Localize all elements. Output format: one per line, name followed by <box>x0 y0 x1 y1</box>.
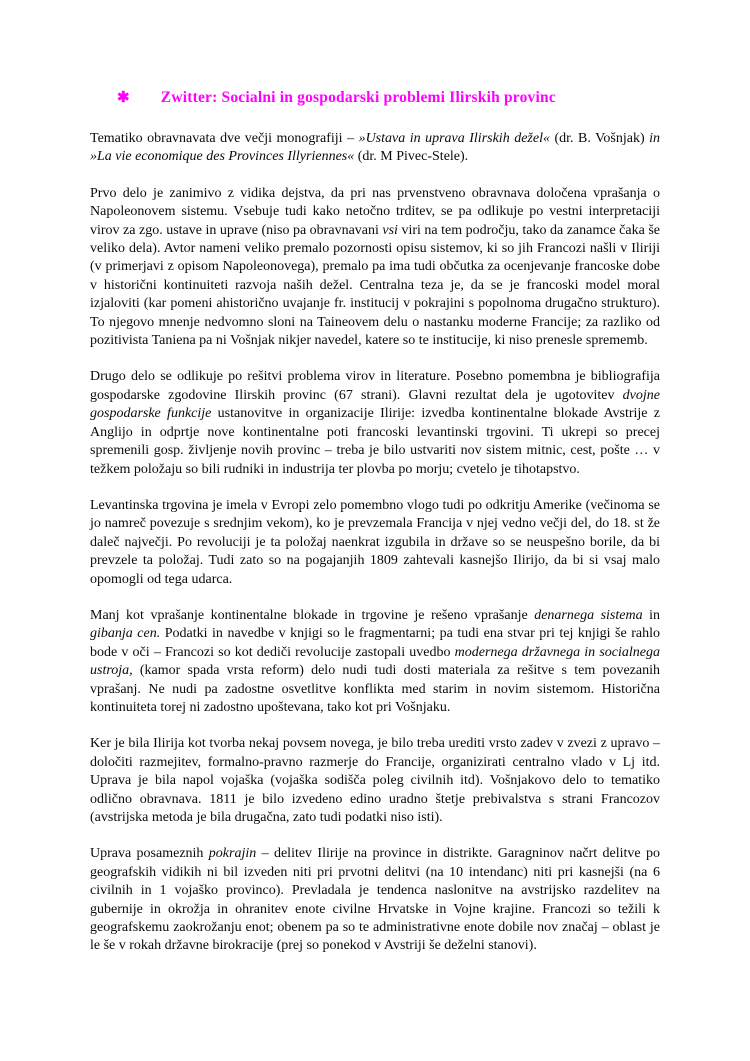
paragraph <box>90 368 660 478</box>
text-segment: Tematiko obravnavata dve večji monografiji – <box>90 131 359 146</box>
text-segment: viri na tem področju, tako da zanamce čaka še veliko dela). Avtor nameni veliko premalo pozornosti opisu sistemov, ki so jih Francozi našli v Iliriji (v primerjavi z opisom Napoleonovega), premalo pa ima tudi občutka za ocenjevanje francoske dobe v historični kontinuiteti razvoja naših dežel. Centralna teza je, da se je francoski model moral izjaloviti (kar pomeni ahistorično uvajanje fr. institucij v pokrajini s popolnoma drugačno strukturo). To njegovo mnenje nedvomno sloni na Taineovem delu o nastanku moderne Francije; za razliko od pozitivista Taniena pa ni Vošnjak nikjer navedel, katere so te institucije, ki niso prenesle sprememb. <box>90 222 660 349</box>
asterisk-icon: ✱ <box>117 90 130 106</box>
page-title: Zwitter: Socialni in gospodarski problemi Ilirskih provinc <box>160 89 556 106</box>
text-segment: – delitev Ilirije na province in distrikte. Garagninov načrt delitve po geografskih vidikih ni bil izveden niti pri prvotni delitvi (na 10 intendanc) niti pri kasnejši (na 6 civilnih in 1 vojaško provinco). Prevladala je tendenca naslonitve na avstrijsko razdelitev na gubernije in okrožja in ohranitev enote civilne Hrvatske in Vojne krajine. Francozi so težili k geografskemu zaokrožanju enot; obenem pa so te administrativne enote dobile nov značaj – oblast je le še v rokah državne birokracije (prej so ponekod v Avstriji še deželni stanovi). <box>90 846 661 954</box>
text-segment: in <box>642 607 660 623</box>
italic-text-segment: in »La vie economique des Provinces Illyriennes« <box>90 131 660 165</box>
italic-text-segment: gibanja cen. <box>90 626 161 642</box>
italic-text-segment: »Ustava in uprava Ilirskih dežel« <box>358 131 550 146</box>
text-segment: Manj kot vprašanje kontinentalne blokade in trgovine je rešeno vprašanje <box>90 607 535 623</box>
text-segment: Podatki in navedbe v knjigi so le fragmentarni; pa tudi ena stvar pri tej knjigi še rahlo bode v oči – Francozi so kot dediči revolucije zastopali uvedbo <box>90 626 660 660</box>
italic-text-segment: vsi <box>382 222 398 238</box>
paragraph <box>90 845 660 955</box>
text-segment: Drugo delo se odlikuje po rešitvi problema virov in literature. Posebno pomembna je bibliografija gospodarske zgodovine Ilirskih provinc (67 strani). Glavni rezultat dela je ugotovitev <box>90 369 660 403</box>
paragraph <box>90 735 660 827</box>
text-segment: ustanovitve in organizacije Ilirije: izvedba kontinentalne blokade Avstrije z Anglijo in odprtje nove kontinentalne poti francoski levantinski trgovini. Ti ukrepi so precej spremenili gosp. življenje novih provinc – treba je bilo ustvariti nov sistem mitnic, cest, pošte … v težkem položaju so bili rudniki in industrija ter plovba po morju; cvetelo je tihotapstvo. <box>90 406 661 477</box>
italic-text-segment: modernega državnega in socialnega ustroja, <box>90 644 660 679</box>
text-segment: (dr. B. Vošnjak) <box>549 131 650 146</box>
text-segment: Ker je bila Ilirija kot tvorba nekaj povsem novega, je bilo treba urediti vrsto zadev v zvezi z upravo – določiti razmejitev, formalno-pravno razmerje do Francije, organizirati centralno vlado v Lj itd. Uprava je bila napol vojaška (vojaška sodišča poleg civilnih itd). Vošnjakovo delo to tematiko odlično obravnava. 1811 je bilo izvedeno edino uradno štetje prebivalstva s strani Francozov (avstrijska metoda je bila drugačna, zato tudi podatki niso isti). <box>90 736 660 825</box>
italic-text-segment: denarnega sistema <box>534 607 643 623</box>
italic-text-segment: pokrajin <box>208 846 257 862</box>
paragraph <box>90 130 660 167</box>
document-body <box>90 130 660 956</box>
paragraph <box>90 607 660 717</box>
text-segment: Levantinska trgovina je imela v Evropi zelo pomembno vlogo tudi po odkritju Amerike (večinoma se jo namreč povezuje s srednjim vekom), ko je prevzemala Francija v njej vedno večji del, do 18. st že daleč največji. Po revoluciji je ta položaj naenkrat izgubila in države so se neuspešno borile, da bi prevzele ta položaj. Tudi zato so na pogajanjih 1809 zahtevali kasnejšo Ilirijo, da bi si vsaj malo opomogli od tega udarca. <box>90 497 660 587</box>
paragraph <box>90 497 660 589</box>
document-title <box>117 88 660 108</box>
text-segment: (kamor spada vrsta reform) delo nudi tudi dosti materiala za rešitve s tem povezanih vprašanj. Ne nudi pa zadostne osvetlitve konflikta med starim in novim sistemom. Historična kontinuiteta torej ni zadostno upoštevana, tako kot pri Vošnjaku. <box>90 663 660 715</box>
text-segment: Prvo delo je zanimivo z vidika dejstva, da pri nas prvenstveno obravnava določena vprašanja o Napoleonovem sistemu. Vsebuje tudi kako netočno trditev, se pa odlikuje po vestni interpretaciji virov za zgo. ustave in uprave (niso pa obravnavani <box>90 185 660 238</box>
italic-text-segment: dvojne gospodarske funkcije <box>90 387 660 422</box>
text-segment: Uprava posameznih <box>90 846 209 862</box>
text-segment: (dr. M Pivec-Stele). <box>354 149 469 165</box>
paragraph <box>90 185 660 351</box>
